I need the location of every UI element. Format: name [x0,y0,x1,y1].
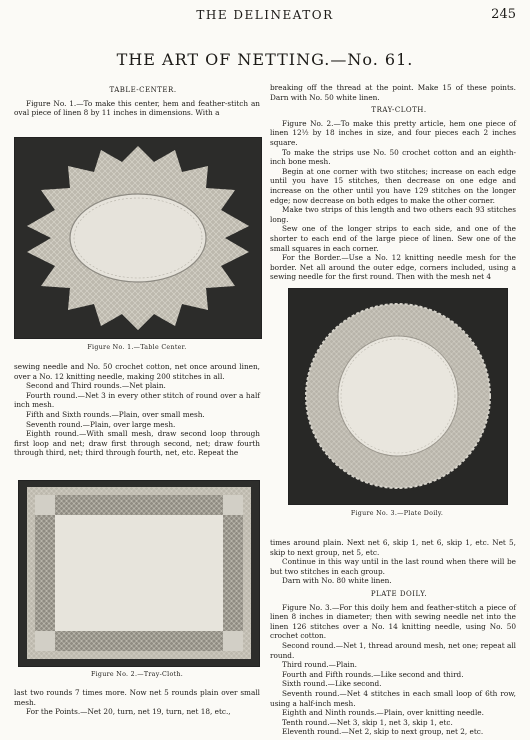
paragraph: Make two strips of this length and two others each 93 stitches long. [270,205,516,224]
paragraph: Darn with No. 80 white linen. [282,576,392,586]
paragraph: sewing needle and No. 50 crochet cotton, net once around linen, over a No. 12 knitting needle, making 200 stitches in all. [14,362,260,381]
paragraph: Seventh round.—Net 4 stitches in each small loop of 6th row, using a half-inch mesh. [270,688,516,708]
paragraph: Eighth and Ninth rounds.—Plain, over knitting needle. [282,708,484,718]
figure-3-caption: Figure No. 3.—Plate Doily. [350,510,444,517]
section-heading-tray-cloth: TRAY-CLOTH. [371,106,427,115]
paragraph: Fourth round.—Net 3 in every other stitch of round over a half inch mesh. [14,390,260,410]
paragraph: Figure No. 2.—To make this pretty article, hem one piece of linen 12½ by 18 inches in size, and four pieces each 2 inches square. [270,118,516,147]
paragraph: For the Points.—Net 20, turn, net 19, turn, net 18, etc., [26,707,231,717]
paragraph: Third round.—Plain. [282,660,357,670]
figure-1-table-center-image [14,137,262,339]
tray-cloth-points-instructions [14,688,260,717]
figure-2-caption: Figure No. 2.—Tray-Cloth. [90,671,184,678]
paragraph: Fifth and Sixth rounds.—Plain, over small mesh. [26,409,205,419]
figure-2-tray-cloth-image [18,480,260,667]
magazine-name: THE DELINEATOR [196,8,334,22]
paragraph: Second round.—Net 1, thread around mesh, net one; repeat all round. [270,640,516,660]
paragraph: Tenth round.—Net 3, skip 1, net 3, skip 1, etc. [282,717,453,727]
paragraph: Fourth and Fifth rounds.—Like second and third. [282,669,464,679]
table-center-instructions [14,362,260,458]
running-header [0,6,530,24]
paragraph: last two rounds 7 times more. Now net 5 rounds plain over small mesh. [14,688,260,707]
paragraph: Eleventh round.—Net 2, skip to next group, net 2, etc. [282,727,484,737]
paragraph: Sew one of the longer strips to each side, and one of the shorter to each end of the large piece of linen. Sew one of the small squares in each corner. [270,224,516,253]
paragraph: Figure No. 3.—For this doily hem and feather-stitch a piece of linen 8 inches in diameter; then with sewing needle net into the linen 126 stitches over a No. 14 knitting needle, using No. 50 crochet cotton. [270,602,516,641]
paragraph: For the Border.—Use a No. 12 knitting needle mesh for the border. Net all around the outer edge, corners included, using a sewing needle for the first round. Then with the mesh net 4 [270,253,516,282]
paragraph: To make the strips use No. 50 crochet cotton and an eighth-inch bone mesh. [270,147,516,167]
paragraph: Figure No. 1.—To make this center, hem and feather-stitch an oval piece of linen 8 by 11 inches in dimensions. With a [14,98,260,118]
plate-doily-section [270,538,516,737]
paragraph: Second and Third rounds.—Net plain. [26,381,166,391]
paragraph: times around plain. Next net 6, skip 1, net 6, skip 1, etc. Net 5, skip to next group, net 5, etc. [270,538,516,557]
figure-3-plate-doily-image [288,288,508,505]
figure-1-caption: Figure No. 1.—Table Center. [87,344,187,351]
paragraph: Continue in this way until in the last round when there will be but two stitches in each group. [270,557,516,576]
section-heading-table-center: TABLE-CENTER. [109,86,177,94]
article-title: THE ART OF NETTING.—No. 61. [116,50,414,69]
table-center-intro [14,86,260,118]
section-heading-plate-doily: PLATE DOILY. [370,589,428,598]
paragraph: Sixth round.—Like second. [282,679,382,689]
paragraph: breaking off the thread at the point. Make 15 of these points. Darn with No. 50 white linen. [270,83,516,102]
paragraph: Eighth round.—With small mesh, draw second loop through first loop and net; draw first through second, net; draw fourth through third, net; third through fourth, net, etc. Repeat the [14,429,260,458]
paragraph: Seventh round.—Plain, over large mesh. [26,419,176,429]
page-number: 245 [491,7,516,22]
paragraph: Begin at one corner with two stitches; increase on each edge until you have 15 stitches, then decrease on one edge and increase on the other until you have 129 stitches on the longer edge; now decrease on both edges to make the other corner. [270,166,516,205]
tray-cloth-section [270,83,516,282]
